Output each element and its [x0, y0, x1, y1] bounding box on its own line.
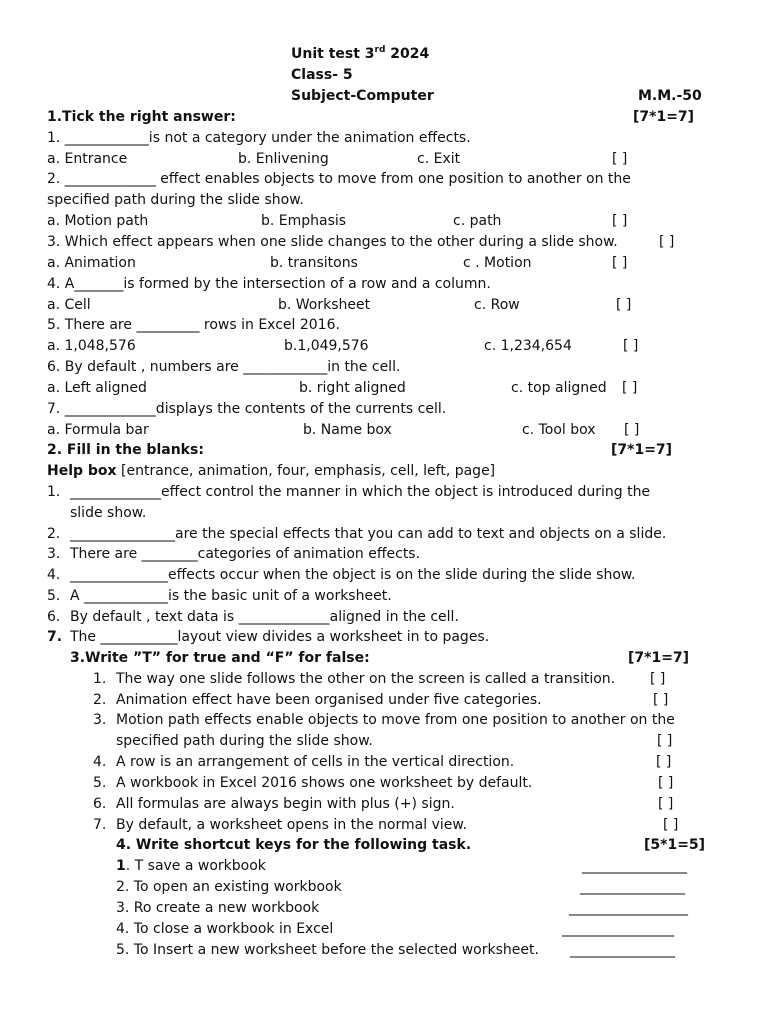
blank-question: By default , text data is _____________aligned in the cell.	[70, 609, 459, 625]
answer-blank[interactable]: _________________	[569, 900, 688, 916]
option-c: c. Row	[474, 297, 520, 313]
answer-blank[interactable]: ________________	[562, 921, 674, 937]
answer-bracket[interactable]: [ ]	[657, 733, 673, 749]
option-c: c. 1,234,654	[484, 338, 572, 354]
option-b: b. transitons	[270, 255, 358, 271]
section2-heading: 2. Fill in the blanks:	[47, 442, 204, 458]
option-a: a. Cell	[47, 297, 91, 313]
answer-bracket[interactable]: [ ]	[650, 671, 666, 687]
question-continuation: specified path during the slide show.	[47, 192, 304, 208]
tf-statement: A workbook in Excel 2016 shows one worksheet by default.	[116, 775, 533, 791]
answer-bracket[interactable]: [ ]	[658, 775, 674, 791]
option-c: c. Tool box	[522, 422, 596, 438]
option-a: a. Entrance	[47, 151, 128, 167]
tf-number: 6.	[93, 796, 107, 812]
shortcut-task: 4. To close a workbook in Excel	[116, 921, 334, 937]
answer-bracket[interactable]: [ ]	[612, 151, 628, 167]
blank-number: 4.	[47, 567, 61, 583]
shortcut-task: 1. T save a workbook	[116, 858, 266, 874]
question: 5. There are _________ rows in Excel 2016.	[47, 317, 340, 333]
answer-bracket[interactable]: [ ]	[663, 817, 679, 833]
option-a: a. 1,048,576	[47, 338, 136, 354]
answer-bracket[interactable]: [ ]	[612, 213, 628, 229]
blank-number: 3.	[47, 546, 61, 562]
answer-bracket[interactable]: [ ]	[616, 297, 632, 313]
tf-statement: By default, a worksheet opens in the normal view.	[116, 817, 467, 833]
answer-bracket[interactable]: [ ]	[612, 255, 628, 271]
question: 2. _____________ effect enables objects to move from one position to another on the	[47, 171, 631, 187]
class-label: Class- 5	[291, 67, 353, 83]
shortcut-task: 2. To open an existing workbook	[116, 879, 342, 895]
blank-number: 6.	[47, 609, 61, 625]
option-c: c. Exit	[417, 151, 461, 167]
tf-number: 2.	[93, 692, 107, 708]
section4-marks: [5*1=5]	[644, 837, 706, 853]
tf-statement: The way one slide follows the other on the screen is called a transition.	[116, 671, 616, 687]
option-c: c . Motion	[463, 255, 532, 271]
section3-heading: 3.Write ”T” for true and “F” for false:	[70, 650, 370, 666]
section2-marks: [7*1=7]	[611, 442, 673, 458]
shortcut-task: 3. Ro create a new workbook	[116, 900, 320, 916]
blank-number: 7.	[47, 629, 63, 645]
answer-bracket[interactable]: [ ]	[653, 692, 669, 708]
tf-statement: Motion path effects enable objects to move from one position to another on the	[116, 712, 675, 728]
option-a: a. Motion path	[47, 213, 149, 229]
answer-bracket[interactable]: [ ]	[656, 754, 672, 770]
tf-statement: A row is an arrangement of cells in the vertical direction.	[116, 754, 515, 770]
answer-blank[interactable]: _______________	[582, 858, 687, 874]
question: 7. _____________displays the contents of the currents cell.	[47, 401, 447, 417]
option-a: a. Animation	[47, 255, 136, 271]
blank-number: 5.	[47, 588, 61, 604]
option-b: b.1,049,576	[284, 338, 369, 354]
option-c: c. path	[453, 213, 502, 229]
option-a: a. Left aligned	[47, 380, 147, 396]
blank-question: The ___________layout view divides a worksheet in to pages.	[70, 629, 490, 645]
option-b: b. right aligned	[299, 380, 406, 396]
tf-number: 5.	[93, 775, 107, 791]
answer-bracket[interactable]: [ ]	[659, 234, 675, 250]
answer-bracket[interactable]: [ ]	[622, 380, 638, 396]
answer-blank[interactable]: _______________	[570, 942, 675, 958]
section3-marks: [7*1=7]	[628, 650, 690, 666]
tf-statement-continuation: specified path during the slide show.	[116, 733, 373, 749]
section4-heading: 4. Write shortcut keys for the following task.	[116, 837, 472, 853]
tf-number: 3.	[93, 712, 107, 728]
question: 1. ____________is not a category under the animation effects.	[47, 130, 471, 146]
answer-bracket[interactable]: [ ]	[623, 338, 639, 354]
option-c: c. top aligned	[511, 380, 607, 396]
tf-statement: Animation effect have been organised under five categories.	[116, 692, 542, 708]
blank-question: _______________are the special effects that you can add to text and objects on a slide.	[70, 526, 667, 542]
blank-number: 2.	[47, 526, 61, 542]
tf-number: 1.	[93, 671, 107, 687]
blank-question-continuation: slide show.	[70, 505, 147, 521]
tf-number: 4.	[93, 754, 107, 770]
test-title: Unit test 3rd 2024	[291, 45, 430, 62]
blank-question: ______________effects occur when the object is on the slide during the slide show.	[70, 567, 636, 583]
option-a: a. Formula bar	[47, 422, 149, 438]
question: 4. A_______is formed by the intersection of a row and a column.	[47, 276, 491, 292]
blank-question: There are ________categories of animation effects.	[70, 546, 421, 562]
section1-heading: 1.Tick the right answer:	[47, 109, 236, 125]
blank-number: 1.	[47, 484, 61, 500]
option-b: b. Enlivening	[238, 151, 329, 167]
shortcut-task: 5. To Insert a new worksheet before the selected worksheet.	[116, 942, 539, 958]
answer-blank[interactable]: _______________	[580, 879, 685, 895]
question: 3. Which effect appears when one slide changes to the other during a slide show.	[47, 234, 618, 250]
subject-label: Subject-Computer	[291, 88, 434, 104]
blank-question: _____________effect control the manner in which the object is introduced during the	[70, 484, 651, 500]
tf-number: 7.	[93, 817, 107, 833]
option-b: b. Name box	[303, 422, 392, 438]
max-marks: M.M.-50	[638, 88, 702, 104]
option-b: b. Emphasis	[261, 213, 347, 229]
section1-marks: [7*1=7]	[633, 109, 695, 125]
answer-bracket[interactable]: [ ]	[658, 796, 674, 812]
tf-statement: All formulas are always begin with plus (+) sign.	[116, 796, 455, 812]
option-b: b. Worksheet	[278, 297, 371, 313]
answer-bracket[interactable]: [ ]	[624, 422, 640, 438]
blank-question: A ____________is the basic unit of a worksheet.	[70, 588, 392, 604]
help-box: Help box [entrance, animation, four, emphasis, cell, left, page]	[47, 463, 496, 479]
question: 6. By default , numbers are ____________in the cell.	[47, 359, 401, 375]
